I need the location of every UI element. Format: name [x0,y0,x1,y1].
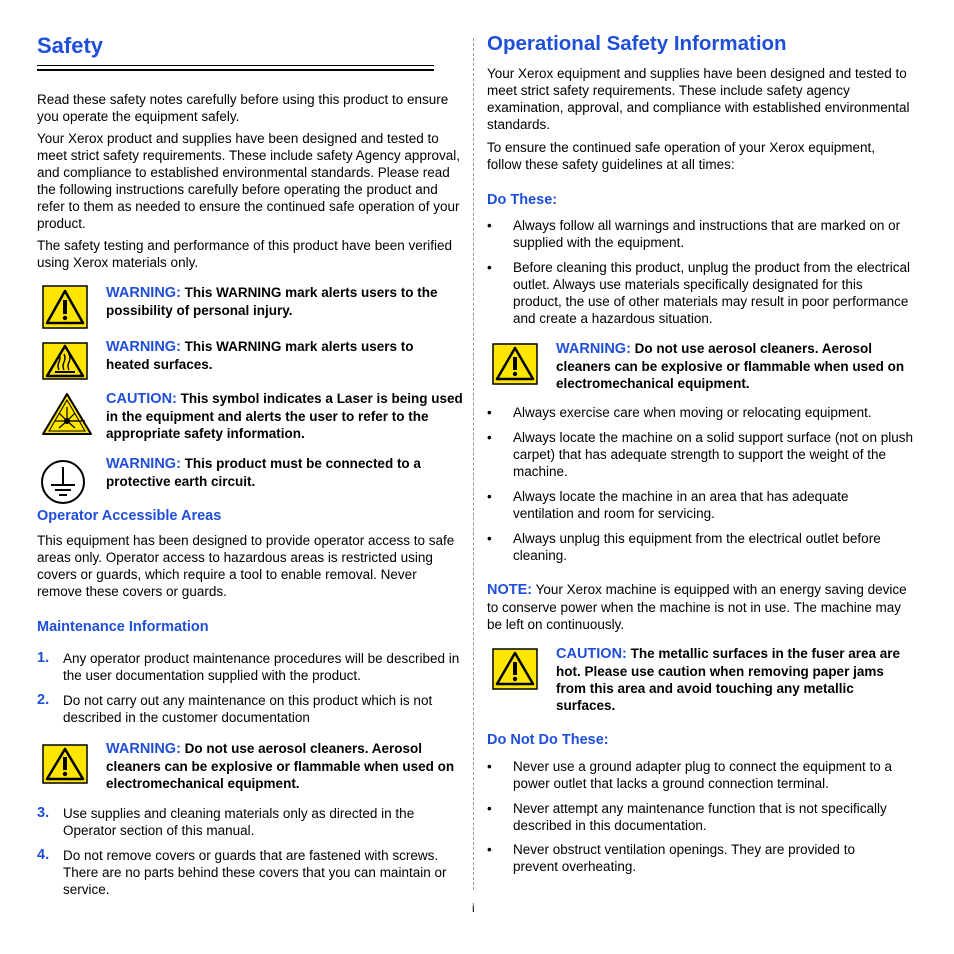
column-divider [473,38,474,890]
maintenance-heading: Maintenance Information [37,619,209,635]
do-item: Always follow all warnings and instructions that are marked on or supplied with the equipment. [513,218,901,250]
maintenance-item: Do not remove covers or guards that are fastened with screws. There are no parts behind these covers that you can maintain or service. [63,848,447,897]
do-item: Always locate the machine in an area that has adequate ventilation and room for servicing. [513,489,849,521]
warning-tag: WARNING: [106,339,181,355]
bullet: • [487,260,492,275]
do-these-heading: Do These: [487,192,558,208]
list-number: 1. [37,650,50,666]
caution-triangle-icon [492,648,538,690]
bullet: • [487,430,492,445]
maintenance-item: Do not carry out any maintenance on this product which is not described in the customer documentation [63,693,433,725]
bullet: • [487,405,492,420]
do-not-heading: Do Not Do These: [487,732,609,748]
intro-paragraph-1: Read these safety notes carefully before using this product to ensure you operate the equipment safely. [37,92,449,124]
bullet: • [487,801,492,816]
page-title: Safety [37,33,104,58]
warning-triangle-icon [492,343,538,385]
laser-caution-icon [41,392,93,436]
dont-item: Never obstruct ventilation openings. They are provided to prevent overheating. [513,842,855,874]
intro-paragraph-2: Your Xerox product and supplies have been designed and tested to meet strict safety requirements. These include safety Agency approval, and compliance to established environmental standards. Please read the following instructions carefully before operating the product and refer to them as needed to ensure the continued safe operation of your product. [37,131,460,231]
warning-text: This WARNING mark alerts users to the possibility of personal injury. [106,285,438,318]
warning-tag: WARNING: [106,456,181,472]
title-rule-thick [37,69,434,71]
bullet: • [487,489,492,504]
operator-areas-heading: Operator Accessible Areas [37,508,222,524]
caution-fuser [556,645,916,714]
warning-heated-surfaces [106,338,446,373]
right-intro-1: Your Xerox equipment and supplies have been designed and tested to meet strict safety requirements. These include safety agency examination, approval, and compliance with established environmental standards. [487,66,910,132]
page-number: i [472,901,475,915]
bullet: • [487,218,492,233]
caution-text: This symbol indicates a Laser is being used in the equipment and alerts the user to refer to the appropriate safety information. [106,391,463,441]
warning-tag: WARNING: [106,285,181,301]
warning-triangle-icon [42,744,88,784]
bullet: • [487,842,492,857]
warning-text: Do not use aerosol cleaners. Aerosol cleaners can be explosive or flammable when used on electromechanical equipment. [556,341,905,391]
dont-item: Never use a ground adapter plug to connect the equipment to a power outlet that lacks a ground connection terminal. [513,759,893,791]
hot-surface-icon [42,342,88,380]
do-item: Always exercise care when moving or relocating equipment. [513,405,872,420]
bullet: • [487,531,492,546]
warning-text: Do not use aerosol cleaners. Aerosol cleaners can be explosive or flammable when used on electromechanical equipment. [106,741,455,791]
do-item: Always unplug this equipment from the electrical outlet before cleaning. [513,531,881,563]
warning-protective-earth [106,455,456,490]
caution-laser [106,390,466,442]
caution-tag: CAUTION: [106,391,177,407]
warning-tag: WARNING: [106,741,181,757]
list-number: 4. [37,847,50,863]
do-item: Before cleaning this product, unplug the product from the electrical outlet. Always use materials specifically designated for this product, the use of other materials may result in poor performance and create a hazardous situation. [513,260,910,326]
warning-text: This product must be connected to a protective earth circuit. [106,456,421,489]
caution-tag: CAUTION: [556,646,627,662]
operator-areas-text: This equipment has been designed to provide operator access to safe areas only. Operator access to hazardous areas is restricted using covers or guards, which require a tool to enable removal. Never remove these covers or guards. [37,533,455,599]
caution-text: The metallic surfaces in the fuser area are hot. Please use caution when removing paper jams from this area and avoid touching any metallic surfaces. [556,646,901,713]
warning-triangle-icon [42,285,88,329]
title-rule [37,65,434,66]
dont-item: Never attempt any maintenance function that is not specifically described in this documentation. [513,801,887,833]
warning-text: This WARNING mark alerts users to heated surfaces. [106,339,414,372]
note-text: Your Xerox machine is equipped with an energy saving device to conserve power when the machine is not in use. The machine may be left on continuously. [487,582,907,632]
protective-earth-icon [40,459,86,505]
bullet: • [487,759,492,774]
intro-paragraph-3: The safety testing and performance of this product have been verified using Xerox materials only. [37,238,452,270]
maintenance-item: Use supplies and cleaning materials only as directed in the Operator section of this manual. [63,806,415,838]
list-number: 2. [37,692,50,708]
section-title: Operational Safety Information [487,32,787,55]
right-intro-2: To ensure the continued safe operation of your Xerox equipment, follow these safety guidelines at all times: [487,140,875,172]
do-item: Always locate the machine on a solid support surface (not on plush carpet) that has adequate strength to support the weight of the machine. [513,430,913,479]
warning-aerosol [106,740,461,792]
maintenance-item: Any operator product maintenance procedures will be described in the user documentation supplied with the product. [63,651,460,683]
warning-aerosol [556,340,916,392]
warning-tag: WARNING: [556,341,631,357]
list-number: 3. [37,805,50,821]
note-paragraph [487,581,912,633]
note-tag: NOTE: [487,582,533,598]
warning-personal-injury [106,284,466,319]
